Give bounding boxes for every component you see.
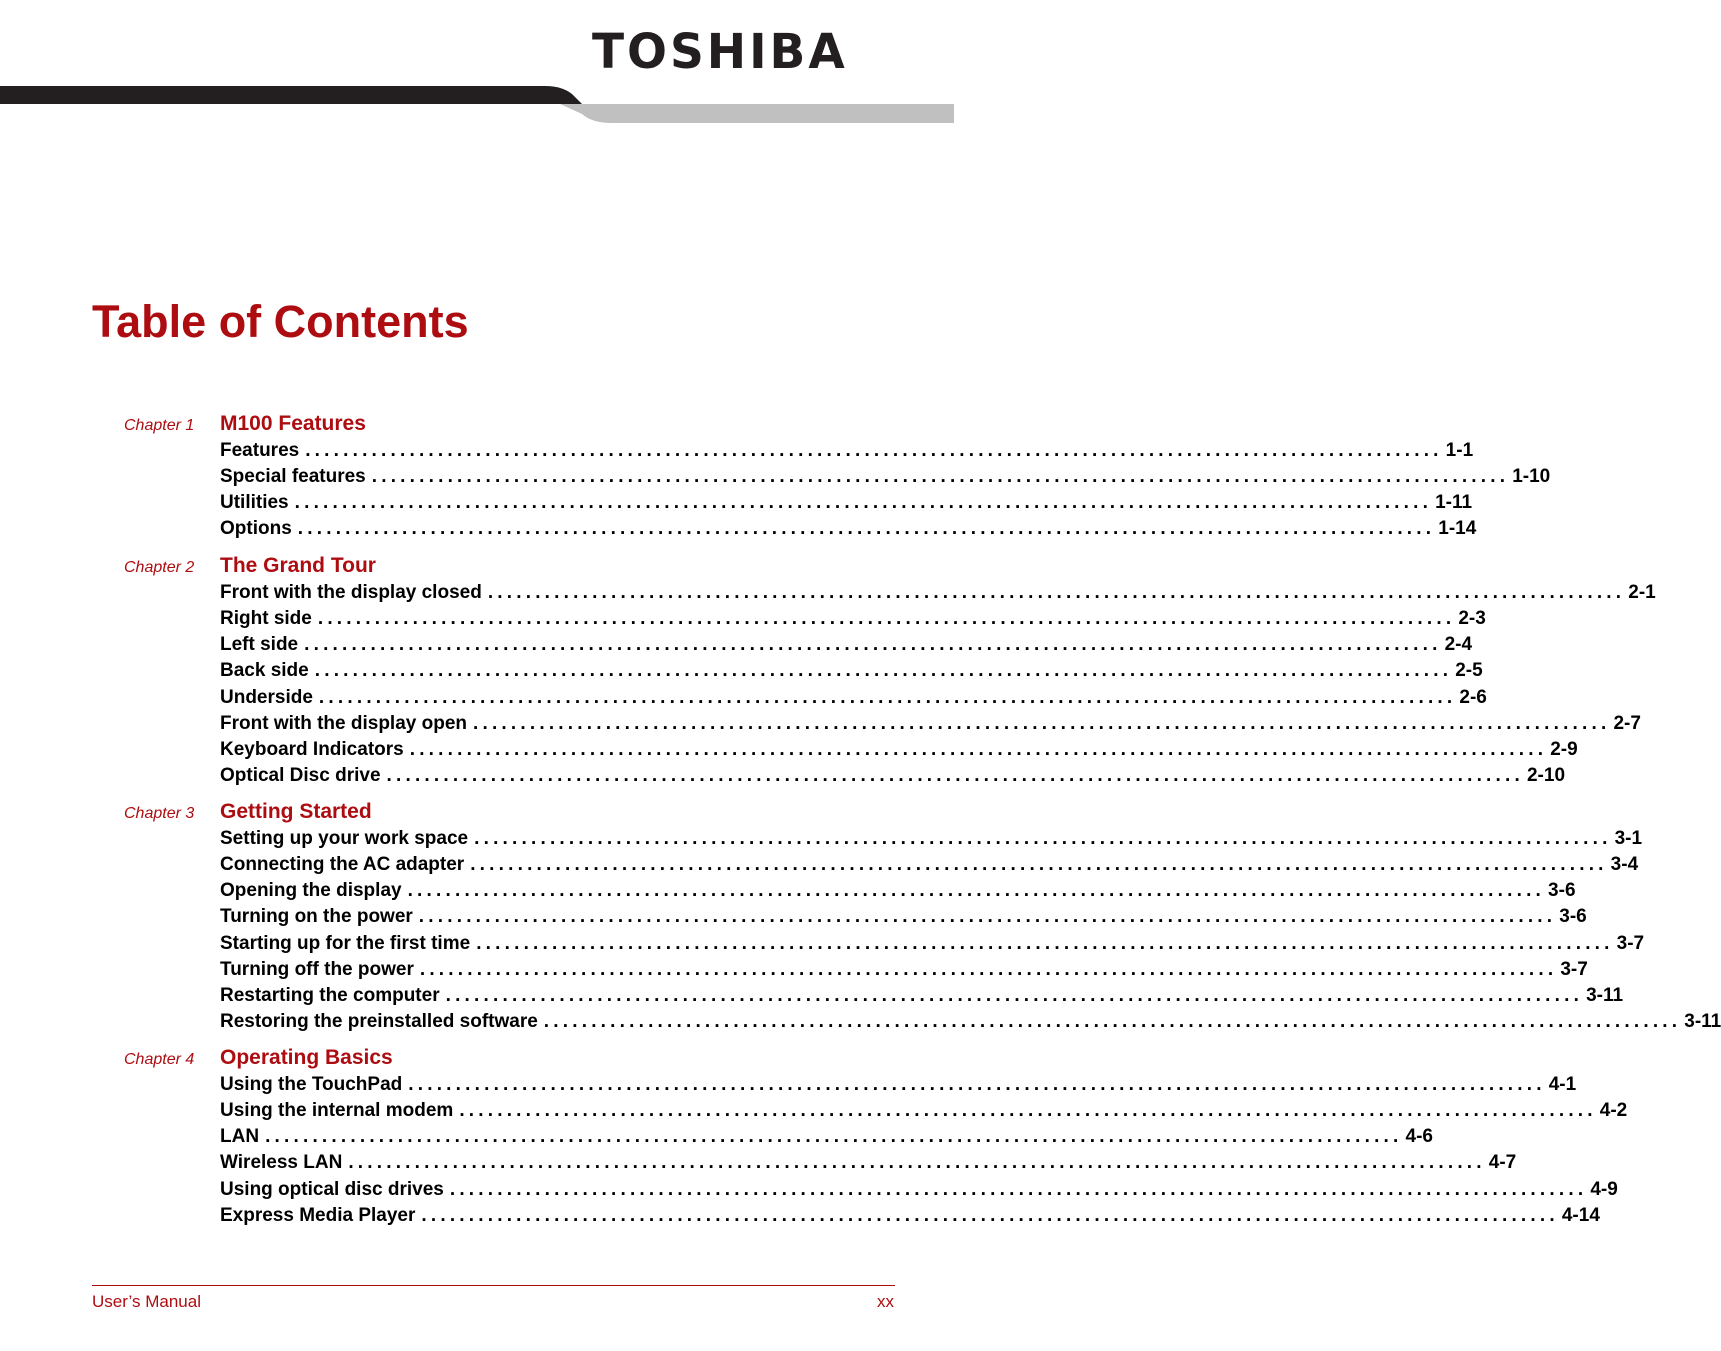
footer-rule — [92, 1285, 895, 1286]
toc-entry[interactable] — [220, 683, 1487, 709]
toc-entry-title: Wireless LAN — [220, 1152, 343, 1174]
toc-entry-title: Starting up for the first time — [220, 932, 471, 954]
brand-logo: TOSHIBA — [592, 24, 848, 80]
toc-entry[interactable] — [220, 824, 1643, 850]
chapter-label: Chapter 2 — [124, 559, 195, 576]
toc-entry-title: Optical Disc drive — [220, 765, 381, 787]
dot-leader: ........................................................................................................................ — [318, 686, 1457, 708]
toc-entry-page: 3-4 — [1610, 854, 1639, 876]
toc-entry[interactable] — [220, 1148, 1517, 1174]
toc-entry-title: Right side — [220, 608, 312, 630]
toc-entry-page: 3-7 — [1616, 932, 1645, 954]
toc-entry-title: Express Media Player — [220, 1204, 416, 1226]
toc-entry-page: 4-7 — [1488, 1152, 1517, 1174]
toc-entry-title: Options — [220, 518, 292, 540]
toc-entry-title: Setting up your work space — [220, 828, 469, 849]
toc-entry-page: 3-11 — [1684, 1011, 1721, 1033]
toc-entry-page: 2-9 — [1550, 738, 1578, 760]
toc-entry-title: LAN — [220, 1126, 260, 1148]
dot-leader: ........................................................................................................................ — [418, 906, 1557, 928]
toc-entry-title: Using the TouchPad — [220, 1074, 403, 1095]
toc-entry-page: 4-6 — [1405, 1126, 1433, 1148]
toc-entry[interactable] — [220, 436, 1474, 462]
dot-leader: ........................................................................................................................ — [294, 492, 1433, 514]
chapter-label: Chapter 4 — [124, 1051, 195, 1068]
dot-leader: ........................................................................................................................ — [265, 1126, 1403, 1148]
toc-entry-page: 3-11 — [1586, 984, 1624, 1006]
toc-entry-title: Front with the display closed — [220, 582, 482, 603]
toc-entry-title: Using optical disc drives — [220, 1178, 444, 1200]
toc-entry-title: Front with the display open — [220, 712, 467, 734]
chapter-label: Chapter 1 — [124, 417, 195, 434]
header-bar-dark — [0, 86, 582, 104]
toc-entry-page: 4-2 — [1599, 1100, 1628, 1122]
toc-entry-title: Back side — [220, 660, 309, 682]
toc-entry[interactable] — [220, 488, 1473, 514]
dot-leader: ........................................................................................................................ — [476, 932, 1614, 954]
toc-entry-title: Special features — [220, 466, 366, 488]
dot-leader: ........................................................................................................................ — [408, 1074, 1546, 1095]
toc-entry-title: Opening the display — [220, 880, 402, 902]
header-bar-light — [560, 104, 954, 123]
toc-entry-page: 2-4 — [1444, 634, 1473, 656]
toc-entry-page: 4-1 — [1548, 1074, 1577, 1095]
toc-entry-page: 3-1 — [1614, 828, 1643, 849]
toc-entry-page: 1-10 — [1512, 466, 1551, 488]
toc-entry-title: Restarting the computer — [220, 984, 440, 1006]
dot-leader: ........................................................................................................................ — [487, 582, 1626, 603]
toc-entry[interactable] — [220, 981, 1624, 1007]
dot-leader: ........................................................................................................................ — [305, 440, 1443, 461]
dot-leader: ........................................................................................................................ — [386, 765, 1524, 787]
toc-entry[interactable] — [220, 761, 1566, 787]
dot-leader: ........................................................................................................................ — [371, 466, 1510, 488]
toc-entry[interactable] — [220, 656, 1483, 682]
dot-leader: ........................................................................................................................ — [543, 1011, 1682, 1033]
toc-entry[interactable] — [220, 1007, 1721, 1033]
toc-entry-title: Turning off the power — [220, 958, 414, 980]
toc-entry-title: Features — [220, 440, 300, 461]
toc-entry-page: 4-14 — [1561, 1204, 1600, 1226]
toc-entry-page: 2-5 — [1455, 660, 1483, 682]
toc-entry-page: 2-7 — [1613, 712, 1641, 734]
toc-entry[interactable] — [220, 735, 1578, 761]
dot-leader: ........................................................................................................................ — [445, 984, 1584, 1006]
toc-entry[interactable] — [220, 604, 1486, 630]
dot-leader: ........................................................................................................................ — [348, 1152, 1486, 1174]
toc-entry[interactable] — [220, 850, 1639, 876]
dot-leader: ........................................................................................................................ — [419, 958, 1558, 980]
toc-entry-title: Using the internal modem — [220, 1100, 454, 1122]
toc-entry[interactable] — [220, 955, 1588, 981]
toc-entry[interactable] — [220, 1070, 1577, 1096]
toc-entry[interactable] — [220, 630, 1473, 656]
chapter-label: Chapter 3 — [124, 805, 195, 822]
dot-leader: ........................................................................................................................ — [304, 634, 1442, 656]
toc-entry[interactable] — [220, 1201, 1600, 1227]
dot-leader: ........................................................................................................................ — [473, 712, 1611, 734]
toc-entry-title: Utilities — [220, 492, 289, 514]
dot-leader: ........................................................................................................................ — [470, 854, 1608, 876]
toc-entry-title: Restoring the preinstalled software — [220, 1011, 538, 1033]
toc-entry[interactable] — [220, 578, 1656, 604]
toc-entry[interactable] — [220, 902, 1587, 928]
toc-entry-page: 4-9 — [1590, 1178, 1618, 1200]
header-bar — [0, 84, 954, 126]
toc-entry-page: 3-7 — [1560, 958, 1588, 980]
dot-leader: ........................................................................................................................ — [407, 880, 1546, 902]
toc-entry[interactable] — [220, 1175, 1618, 1201]
toc-entry-page: 1-11 — [1435, 492, 1473, 514]
toc-entry-page: 2-6 — [1459, 686, 1487, 708]
chapter-title[interactable]: M100 Features — [220, 412, 366, 435]
footer-manual-name: User’s Manual — [92, 1292, 201, 1311]
toc-entry-page: 2-3 — [1458, 608, 1486, 630]
toc-entry[interactable] — [220, 514, 1477, 540]
dot-leader: ........................................................................................................................ — [449, 1178, 1588, 1200]
toc-entry-title: Connecting the AC adapter — [220, 854, 465, 876]
chapter-title[interactable]: The Grand Tour — [220, 554, 376, 577]
chapter-title[interactable]: Getting Started — [220, 800, 372, 823]
toc-entry-title: Keyboard Indicators — [220, 738, 404, 760]
dot-leader: ........................................................................................................................ — [409, 738, 1548, 760]
toc-entry[interactable] — [220, 1096, 1628, 1122]
dot-leader: ........................................................................................................................ — [297, 518, 1436, 540]
toc-entry-page: 2-10 — [1526, 765, 1566, 787]
dot-leader: ........................................................................................................................ — [474, 828, 1612, 849]
toc-entry-page: 2-1 — [1628, 582, 1656, 603]
toc-entry[interactable] — [220, 462, 1551, 488]
footer-page-number: xx — [877, 1292, 894, 1311]
dot-leader: ........................................................................................................................ — [314, 660, 1453, 682]
chapter-title[interactable]: Operating Basics — [220, 1046, 393, 1069]
toc-entry-page: 1-1 — [1445, 440, 1474, 461]
dot-leader: ........................................................................................................................ — [421, 1204, 1559, 1226]
toc-entry-title: Turning on the power — [220, 906, 413, 928]
toc-entry-page: 3-6 — [1548, 880, 1576, 902]
dot-leader: ........................................................................................................................ — [459, 1100, 1597, 1122]
toc-entry-title: Underside — [220, 686, 313, 708]
toc-entry[interactable] — [220, 876, 1576, 902]
toc-entry[interactable] — [220, 709, 1641, 735]
page-title: Table of Contents — [92, 296, 469, 347]
toc-entry[interactable] — [220, 929, 1645, 955]
toc-entry-page: 1-14 — [1438, 518, 1477, 540]
toc-entry-title: Left side — [220, 634, 299, 656]
dot-leader: ........................................................................................................................ — [317, 608, 1456, 630]
toc-entry-page: 3-6 — [1559, 906, 1587, 928]
toc-entry[interactable] — [220, 1122, 1433, 1148]
